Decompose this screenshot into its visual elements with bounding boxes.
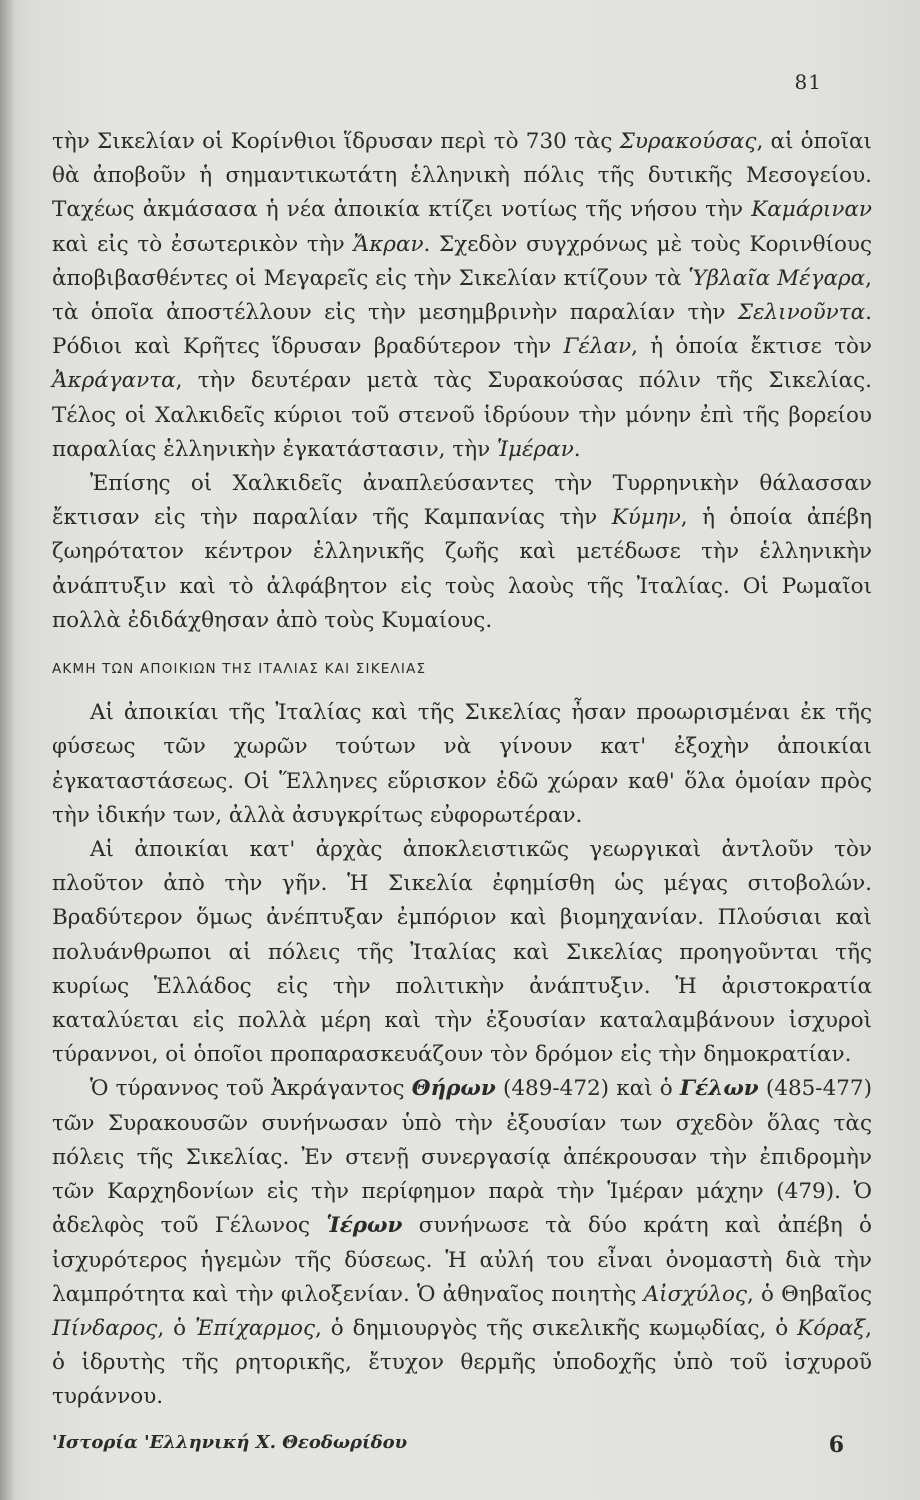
text-run: (485-477) τῶν Συρακουσῶν συνήνωσαν ὑπὸ τὴν ἐξουσίαν των σχεδὸν ὅλας τὰς πόλεις τῆς Σικελίας. Ἐν στενῇ συνεργασίᾳ ἀπέκρουσαν τὴν ἐπιδρομὴν τῶν Καρχηδονίων εἰς τὴν περίφημον παρὰ τὴν Ἱμέραν μάχην (479). Ὁ ἀδελφὸς τοῦ Γέλωνος <box>52 1076 872 1239</box>
text-run: , τὴν δευτέραν μετὰ τὰς Συρακούσας πόλιν τῆς Σικελίας. Τέλος οἱ Χαλκιδεῖς κύριοι τοῦ στενοῦ ἱδρύουν τὴν μόνην ἐπὶ τῆς βορείου παραλίας ἑλληνικὴν ἐγκατάστασιν, τὴν <box>52 368 872 462</box>
emphasized-name: Αἰσχύλος <box>643 1281 747 1307</box>
emphasized-name: Κύμην <box>611 505 681 531</box>
emphasized-name: Ἐπίχαρμος <box>194 1315 316 1341</box>
text-run: (489-472) καὶ ὁ <box>495 1076 680 1102</box>
text-run: Ἐπίσης οἱ Χαλκιδεῖς ἀναπλεύσαντες τὴν Τυρρηνικὴν θάλασσαν ἔκτισαν εἰς τὴν παραλίαν τῆς Καμπανίας τὴν <box>52 471 872 531</box>
page-footer <box>52 1432 844 1458</box>
emphasized-name: Συρακούσας <box>619 129 757 154</box>
emphasized-name: Πίνδαρος <box>52 1315 158 1341</box>
section-heading: ΑΚΜΗ ΤΩΝ ΑΠΟΙΚΙΩΝ ΤΗΣ ΙΤΑΛΙΑΣ ΚΑΙ ΣΙΚΕΛΙΑΣ <box>52 661 427 678</box>
text-run: . Σχεδὸν συγχρόνως μὲ τοὺς Κορινθίους ἀποβιβασθέντες οἱ Μεγαρεῖς εἰς τὴν Σικελίαν κτίζουν τὰ <box>52 231 873 291</box>
paragraph <box>52 833 872 1072</box>
text-run: , ἡ ὁποία ἔκτισε τὸν <box>631 334 872 360</box>
page-body <box>52 125 872 1415</box>
page-number: 81 <box>794 70 822 94</box>
footer-book-title: 'Ιστορία 'Ελληνική Χ. Θεοδωρίδου <box>52 1432 408 1453</box>
text-run: , ὁ ἱδρυτὴς τῆς ρητορικῆς, ἔτυχον θερμῆς ὑποδοχῆς ὑπὸ τοῦ ἰσχυροῦ τυράννου. <box>52 1315 872 1410</box>
paragraph <box>52 467 872 638</box>
emphasized-name: Κόραξ <box>797 1315 866 1341</box>
paragraph <box>52 1072 872 1414</box>
emphasized-name: Θήρων <box>411 1076 496 1102</box>
text-run: . Ρόδιοι καὶ Κρῆτες ἵδρυσαν βραδύτερον τὴν <box>52 300 872 360</box>
text-run: , τὰ ὁποῖα ἀποστέλλουν εἰς τὴν μεσημβρινὴν παραλίαν τὴν <box>52 265 873 326</box>
emphasized-name: Ἄκραν <box>353 231 424 257</box>
book-spine-shadow <box>0 0 14 1500</box>
paragraph-group-colonization <box>52 125 872 638</box>
text-run: , αἱ ὁποῖαι θὰ ἀποβοῦν ἡ σημαντικωτάτη ἑλληνικὴ πόλις τῆς δυτικῆς Μεσογείου. Ταχέως ἀκμάσασα ἡ νέα ἀποικία κτίζει νοτίως τῆς νήσου τὴν <box>52 129 872 223</box>
emphasized-name: Ὑβλαῖα Μέγαρα <box>688 265 866 291</box>
emphasized-name: Ἀκράγαντα <box>52 368 176 394</box>
emphasized-name: Καμάριναν <box>751 197 872 223</box>
text-run: . <box>573 436 581 462</box>
text-run: , ὁ Θηβαῖος <box>746 1281 872 1307</box>
text-run: Αἱ ἀποικίαι τῆς Ἰταλίας καὶ τῆς Σικελίας ἦσαν προωρισμέναι ἐκ τῆς φύσεως τῶν χωρῶν τούτων νὰ γίνουν κατ' ἐξοχὴν ἀποικίαι ἐγκαταστάσεως. Οἱ Ἕλληνες εὕρισκον ἐδῶ χώραν καθ' ὅλα ὁμοίαν πρὸς τὴν ἰδικήν των, ἀλλὰ ἀσυγκρίτως εὐφορωτέραν. <box>52 700 872 828</box>
emphasized-name: Σελινοῦντα <box>737 300 866 326</box>
text-run: συνήνωσε τὰ δύο κράτη καὶ ἀπέβη ὁ ἰσχυρότερος ἡγεμὼν τῆς δύσεως. Ἡ αὐλή του εἶναι ὀνομαστὴ διὰ τὴν λαμπρότητα καὶ τὴν φιλοξενίαν. Ὁ ἀθηναῖος ποιητὴς <box>52 1213 873 1307</box>
text-run: , ἡ ὁποία ἀπέβη ζωηρότατον κέντρον ἑλληνικῆς ζωῆς καὶ μετέδωσε τὴν ἑλληνικὴν ἀνάπτυξιν καὶ τὸ ἀλφάβητον εἰς τοὺς λαοὺς τῆς Ἰταλίας. Οἱ Ρωμαῖοι πολλὰ ἐδιδάχθησαν ἀπὸ τοὺς Κυμαίους. <box>52 505 872 633</box>
text-run: Ὁ τύραννος τοῦ Ἀκράγαντος <box>90 1076 412 1102</box>
text-run: καὶ εἰς τὸ ἐσωτερικὸν τὴν <box>52 231 354 257</box>
text-run: Αἱ ἀποικίαι κατ' ἀρχὰς ἀποκλειστικῶς γεωργικαὶ ἀντλοῦν τὸν πλοῦτον ἀπὸ τὴν γῆν. Ἡ Σικελία ἐφημίσθη ὡς μέγας σιτοβολών. Βραδύτερον ὅμως ἀνέπτυξαν ἐμπόριον καὶ βιομηχανίαν. Πλούσιαι καὶ πολυάνθρωποι αἱ πόλεις τῆς Ἰταλίας καὶ Σικελίας προηγοῦνται τῆς κυρίως Ἑλλάδος εἰς τὴν πολιτικὴν ἀνάπτυξιν. Ἡ ἀριστοκρατία καταλύεται εἰς πολλὰ μέρη καὶ τὴν ἐξουσίαν καταλαμβάνουν ἰσχυροὶ τύραννοι, οἱ ὁποῖοι προπαρασκευάζουν τὸν δρόμον εἰς τὴν δημοκρατίαν. <box>52 837 872 1068</box>
text-run: , ὁ <box>157 1315 195 1341</box>
emphasized-name: Γέλων <box>679 1076 759 1102</box>
text-run: , ὁ δημιουργὸς τῆς σικελικῆς κωμῳδίας, ὁ <box>315 1315 798 1341</box>
paragraph <box>52 125 872 467</box>
paragraph <box>52 696 872 833</box>
footer-signature-number: 6 <box>828 1432 844 1458</box>
emphasized-name: Ἱμέραν <box>497 436 574 462</box>
emphasized-name: Γέλαν <box>563 334 632 360</box>
paragraph-group-acme <box>52 696 872 1414</box>
text-run: τὴν Σικελίαν οἱ Κορίνθιοι ἵδρυσαν περὶ τὸ 730 τὰς <box>52 129 620 154</box>
emphasized-name: Ἱέρων <box>326 1213 403 1239</box>
